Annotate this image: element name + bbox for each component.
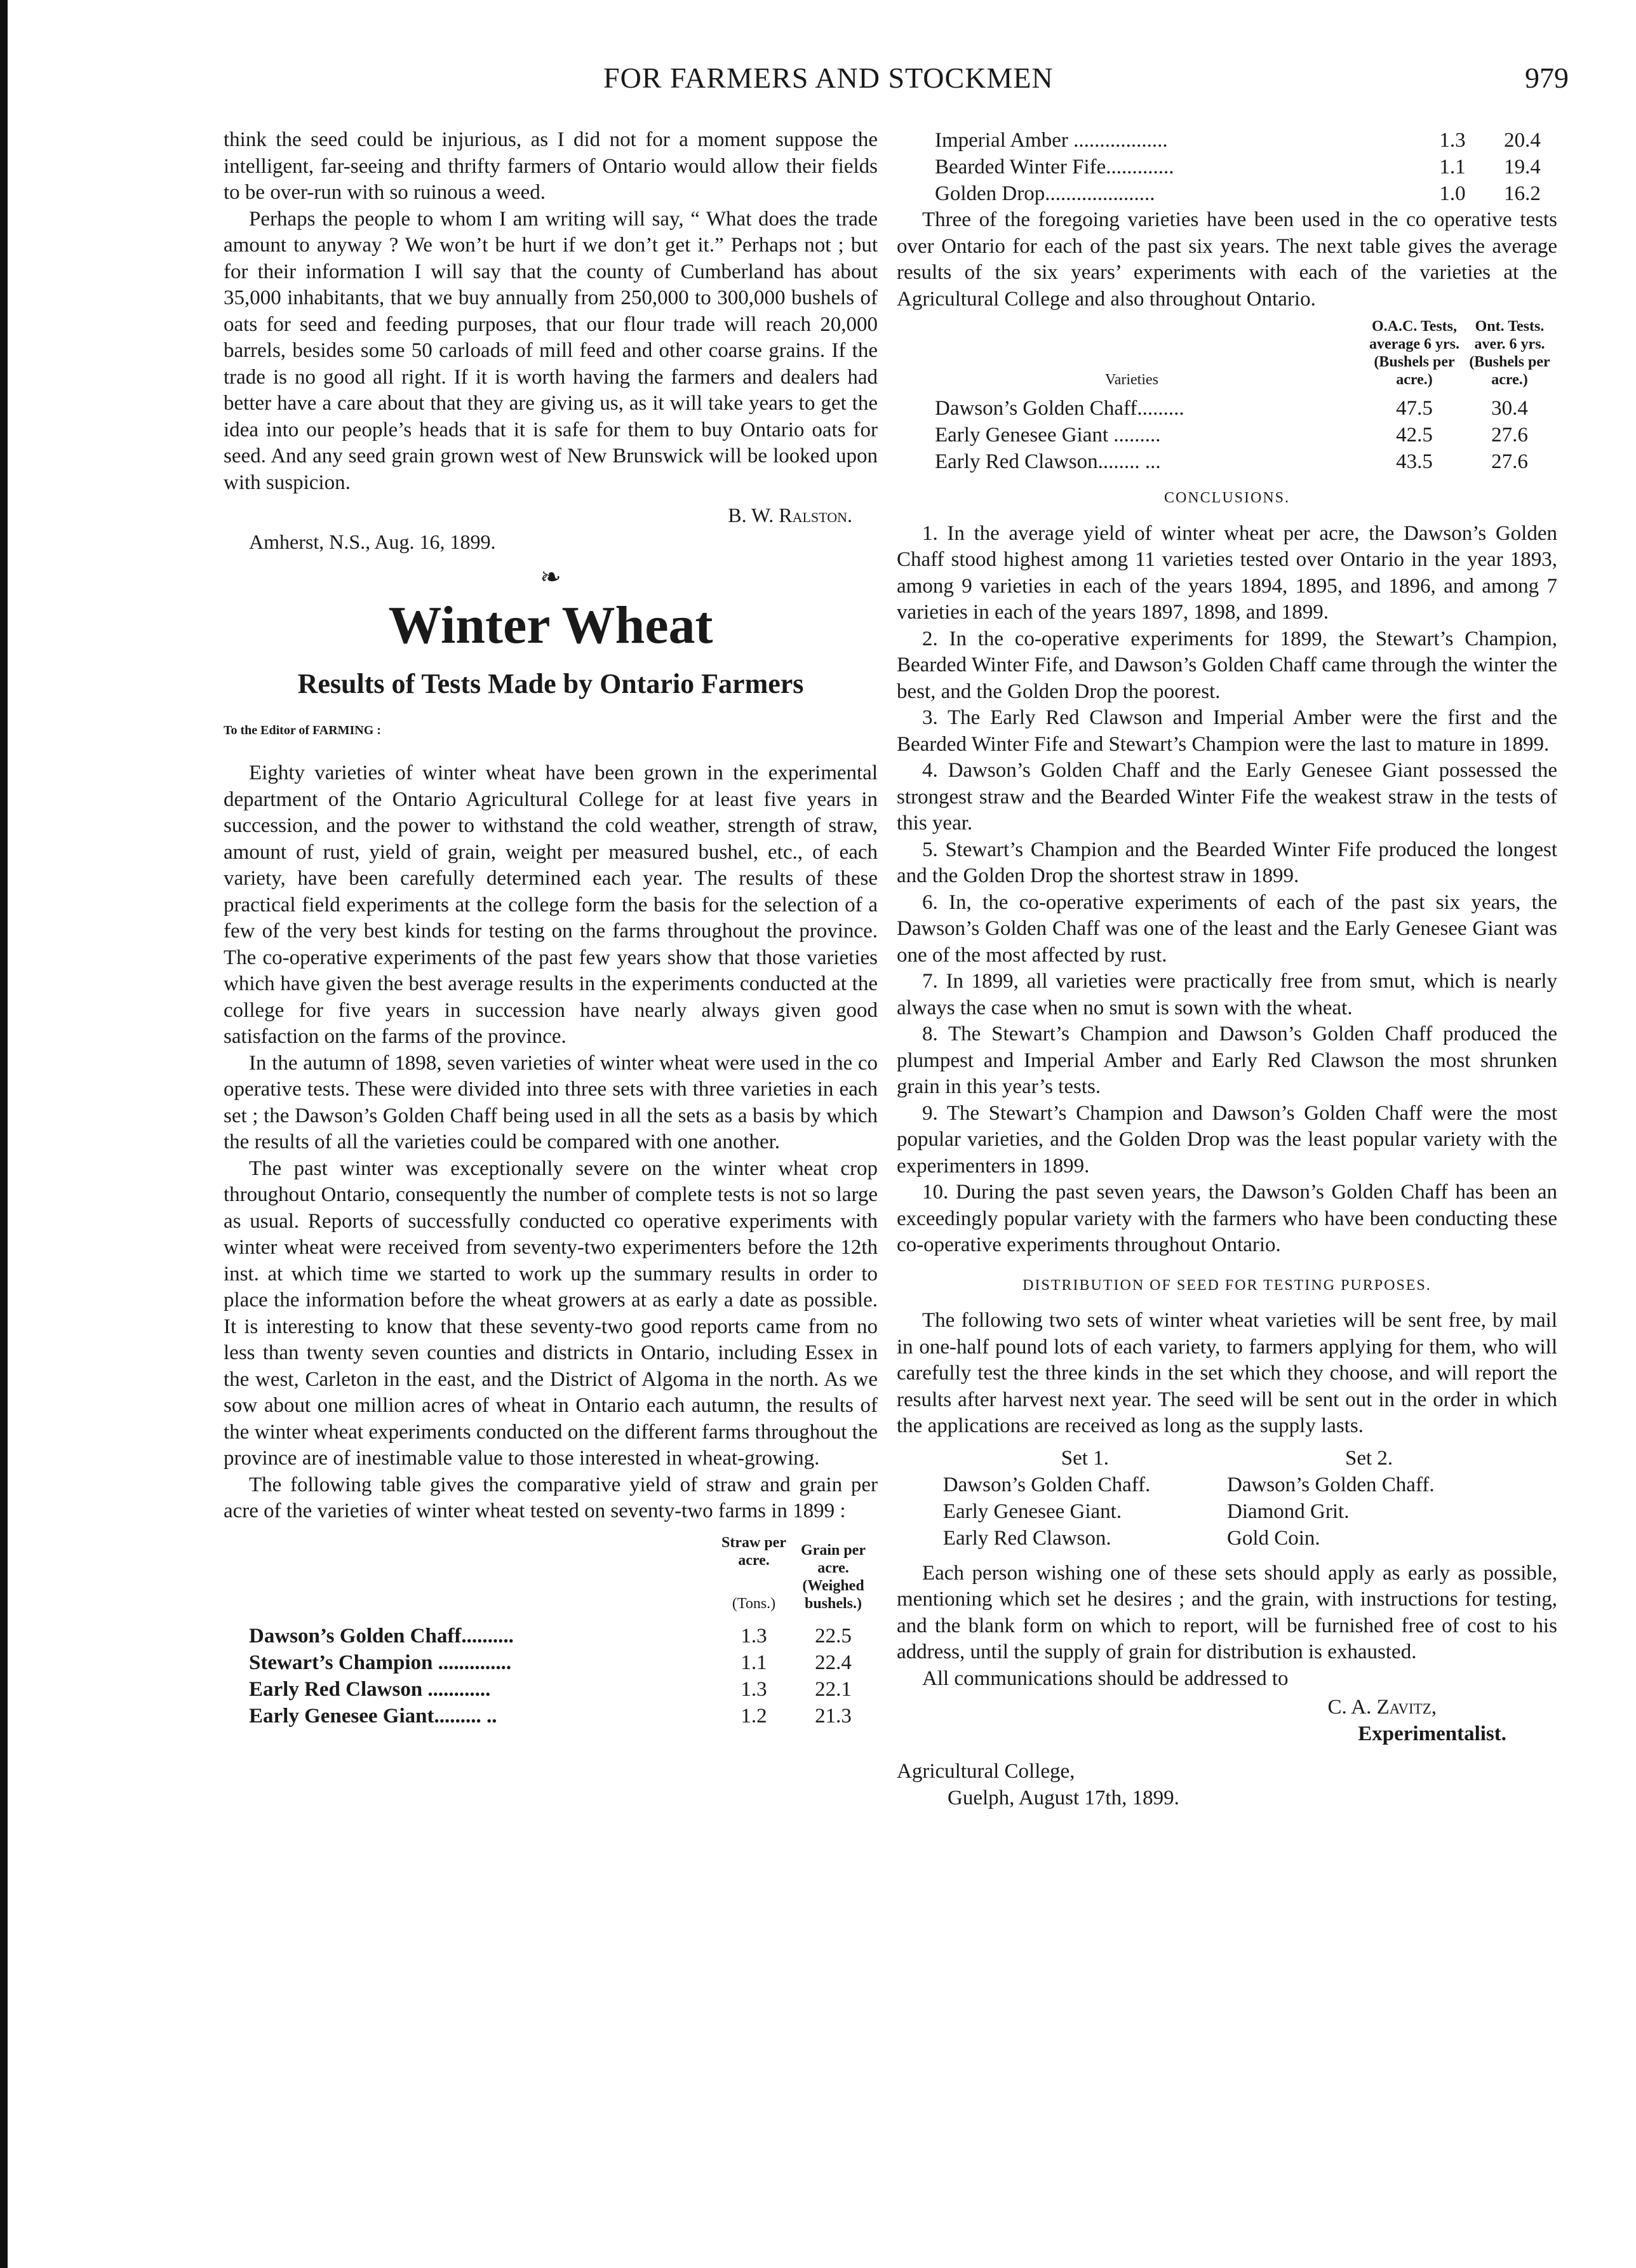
paragraph: think the seed could be injurious, as I did not for a moment suppose the intelligent, far-seeing and thrifty farmers of Ontario would allow their fields to be over-run with so ruinous a weed. xyxy=(224,128,878,204)
conclusion-item: 3. The Early Red Clawson and Imperial Amber were the first and the Bearded Winter Fife and Stewart’s Champion were the last to mature in 1899. xyxy=(897,706,1557,756)
table-row: Stewart’s Champion .............. 1.1 22.4 xyxy=(249,1651,852,1674)
column-header-grain: Grain per acre. (Weighed bushels.) xyxy=(801,1541,866,1612)
yield-table-continued xyxy=(897,127,1557,207)
paragraph: Perhaps the people to whom I am writing will say, “ What does the trade amount to anyway ? We won’t be hurt if we don’t get it.” Perhaps not ; but for their information I will say that the county of Cumberland has about 35,000 inhabitants, that we buy annually from 250,000 to 300,000 bushels of oats for seed and feeding purposes, that our flour trade will reach 20,000 barrels, besides some 50 carloads of mill feed and other coarse grains. If the trade is no good all right. If it is worth having the farmers and dealers had better have a care about that they are giving us, as it will take years to get the idea into our people’s heads that it is safe for them to buy Ontario oats for seed. And any seed grain grown west of New Brunswick will be looked upon with suspicion. xyxy=(224,207,878,494)
conclusion-item: 6. In, the co-operative experiments of each of the past six years, the Dawson’s Golden Chaff was one of the least and the Early Genesee Giant was one of the most affected by rust. xyxy=(897,890,1557,967)
conclusion-item: 4. Dawson’s Golden Chaff and the Early Genesee Giant possessed the strongest straw and the Bearded Winter Fife the weakest straw in the tests of this year. xyxy=(897,759,1557,835)
author-name: C. A. Zavitz, xyxy=(1327,1696,1437,1719)
seed-sets-table xyxy=(943,1445,1511,1552)
letter-signature: B. W. Ralston. xyxy=(728,504,852,527)
paragraph: All communications should be addressed to xyxy=(922,1667,1289,1690)
fleuron-ornament: ❧ xyxy=(540,563,561,591)
sets-row: Early Red Clawson. Gold Coin. xyxy=(942,1526,1320,1550)
paragraph: Three of the foregoing varieties have been used in the co operative tests over Ontario for each of the past six years. The next table gives the average results of the six years’ experiments with each of the varieties at the Agricultural College and also throughout Ontario. xyxy=(897,208,1557,311)
conclusion-item: 8. The Stewart’s Champion and Dawson’s Golden Chaff produced the plumpest and Imperial Amber and Early Red Clawson the most shrunken grain in this year’s tests. xyxy=(897,1023,1557,1098)
left-column xyxy=(224,127,878,1729)
column-header-straw: Straw per acre. (Tons.) xyxy=(721,1534,786,1612)
table-row: Bearded Winter Fife............. 1.1 19.4 xyxy=(935,156,1541,178)
table-row: Dawson’s Golden Chaff.......... 1.3 22.5 xyxy=(249,1624,852,1647)
table-row: Golden Drop..................... 1.0 16.2 xyxy=(935,182,1541,205)
six-year-table xyxy=(897,318,1557,475)
sets-row: Early Genesee Giant. Diamond Grit. xyxy=(942,1500,1350,1523)
table-row: Dawson’s Golden Chaff......... 47.5 30.4 xyxy=(935,397,1528,420)
article-title: Winter Wheat xyxy=(388,595,713,655)
table-header-row xyxy=(897,318,1557,389)
conclusion-item: 10. During the past seven years, the Dawson’s Golden Chaff has been an exceedingly popular variety with the farmers who have been conducting these co-operative experiments throughout Ontario. xyxy=(897,1181,1557,1256)
author-role: Experimentalist. xyxy=(1358,1722,1506,1745)
conclusion-item: 1. In the average yield of winter wheat per acre, the Dawson’s Golden Chaff stood highest among 11 varieties tested over Ontario in the year 1893, among 9 varieties in each of the years 1894, 1895, and 1896, and among 7 varieties in each of the years 1897, 1898, and 1899. xyxy=(897,521,1557,624)
paragraph: Eighty varieties of winter wheat have been grown in the experimental department of the Ontario Agricultural College for at least five years in succession, and the power to withstand the cold weather, strength of straw, amount of rust, yield of grain, weight per measured bushel, etc., of each variety, have been carefully determined each year. The results of these practical field experiments at the college form the basis for the selection of a few of the very best kinds for testing on the farms throughout the province. The co-operative experiments of the past few years show that those varieties which have given the best average results in the experiments conducted at the college for five years in succession have nearly always given good satisfaction on the farms of the province. xyxy=(224,762,878,1048)
column-header-ontario: Ont. Tests. aver. 6 yrs. (Bushels per acre.) xyxy=(1469,318,1550,388)
closing-block xyxy=(897,1694,1557,1811)
paragraph: The following table gives the comparative yield of straw and grain per acre of the varieties of winter wheat tested on seventy-two farms in 1899 : xyxy=(224,1473,878,1522)
paragraph: In the autumn of 1898, seven varieties of winter wheat were used in the co operative tests. These were divided into three sets with three varieties in each set ; the Dawson’s Golden Chaff being used in all the sets as a basis by which the results of all the varieties could be compared with one another. xyxy=(224,1051,878,1153)
conclusion-item: 7. In 1899, all varieties were practically free from smut, which is nearly always the case when no smut is sown with the wheat. xyxy=(897,970,1557,1019)
distribution-heading: DISTRIBUTION OF SEED FOR TESTING PURPOSES. xyxy=(1022,1277,1432,1294)
editor-salutation: To the Editor of FARMING : xyxy=(224,723,381,737)
letter-place-date: Amherst, N.S., Aug. 16, 1899. xyxy=(249,530,496,553)
set-2-heading: Set 2. xyxy=(1345,1446,1393,1470)
conclusion-item: 5. Stewart’s Champion and the Bearded Winter Fife produced the longest and the Golden Drop the shortest straw in 1899. xyxy=(897,838,1557,887)
address-date-line: Guelph, August 17th, 1899. xyxy=(948,1786,1179,1809)
conclusions-heading: CONCLUSIONS. xyxy=(1163,490,1291,506)
page-number: 979 xyxy=(1525,62,1569,94)
table-header-row xyxy=(224,1534,878,1613)
table-row: Early Red Clawson........ ... 43.5 27.6 xyxy=(935,450,1528,473)
paragraph: The following two sets of winter wheat varieties will be sent free, by mail in one-half pound lots of each variety, to farmers applying for them, who will carefully test the three kinds in the set which they choose, and will report the results after harvest next year. The seed will be sent out in the order in which the applications are received as long as the supply lasts. xyxy=(897,1309,1557,1437)
conclusion-item: 2. In the co-operative experiments for 1899, the Stewart’s Champion, Bearded Winter Fife, and Dawson’s Golden Chaff came through the winter the best, and the Golden Drop the poorest. xyxy=(897,627,1557,703)
sets-header-row xyxy=(943,1445,1511,1472)
table-row: Early Genesee Giant ......... 42.5 27.6 xyxy=(935,424,1528,446)
address-line: Agricultural College, xyxy=(897,1760,1075,1783)
table-row: Early Genesee Giant......... .. 1.2 21.3 xyxy=(249,1704,852,1728)
set-1-heading: Set 1. xyxy=(1061,1446,1109,1470)
paragraph: Each person wishing one of these sets should apply as early as possible, mentioning which set he desires ; and the grain, with instructions for testing, and the blank form on which to report, will be furnished free of cost to his address, until the supply of grain for distribution is exhausted. xyxy=(897,1561,1557,1663)
running-header xyxy=(210,61,1569,99)
table-row: Imperial Amber .................. 1.3 20.4 xyxy=(935,129,1541,152)
right-column xyxy=(897,127,1557,1811)
running-title: FOR FARMERS AND STOCKMEN xyxy=(603,62,1054,94)
page-edge xyxy=(0,0,8,2268)
table-row: Early Red Clawson ............ 1.3 22.1 xyxy=(249,1677,852,1701)
column-header-oac: O.A.C. Tests, average 6 yrs. (Bushels per acre.) xyxy=(1369,318,1459,388)
paragraph: The past winter was exceptionally severe on the winter wheat crop throughout Ontario, consequently the number of complete tests is not so large as usual. Reports of successfully conducted co operative experiments with winter wheat were received from seventy-two experimenters before the 12th inst. at which time we started to work up the summary results in order to place the information before the wheat growers at as early a date as possible. It is interesting to know that these seventy-two good reports came from no less than twenty seven counties and districts in Ontario, including Essex in the west, Carleton in the east, and the District of Algoma in the north. As we sow about one million acres of wheat in Ontario each autumn, the results of the winter wheat experiments conducted on the different farms throughout the province are of inestimable value to those interested in wheat-growing. xyxy=(224,1157,878,1470)
article-subtitle: Results of Tests Made by Ontario Farmers xyxy=(297,668,804,699)
conclusion-item: 9. The Stewart’s Champion and Dawson’s Golden Chaff were the most popular varieties, and the Golden Drop was the least popular variety with the experimenters in 1899. xyxy=(897,1101,1557,1178)
column-header-varieties: Varieties xyxy=(1105,372,1158,388)
sets-row: Dawson’s Golden Chaff. Dawson’s Golden Chaff. xyxy=(942,1473,1435,1496)
yield-table xyxy=(224,1534,878,1729)
